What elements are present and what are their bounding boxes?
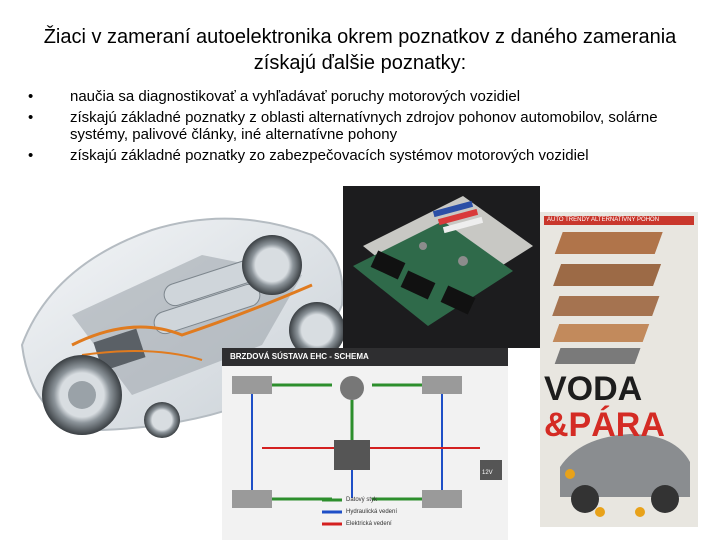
bullet-list [28,88,688,168]
bullet-marker: • [28,109,34,126]
magazine-page-image [540,212,698,527]
magazine-header: AUTO TRENDY ALTERNATÍVNY POHON [544,216,694,225]
bullet-item [28,147,688,164]
bullet-text: naučia sa diagnostikovať a vyhľadávať poruchy motorových vozidiel [70,88,521,105]
bullet-item [28,88,688,105]
bullet-text: získajú základné poznatky zo zabezpečovacích systémov motorových vozidiel [70,147,589,164]
bullet-marker: • [28,147,34,164]
slide-title: Žiaci v zameraní autoelektronika okrem poznatkov z daného zamerania získajú ďalšie poznatky: [43,26,677,74]
ecu-control-unit-image [343,186,540,348]
brake-system-diagram [222,348,508,540]
legend-item: Datový styk [346,497,378,503]
legend-item: Elektrická vedení [346,521,392,527]
battery-label: 12V [482,470,493,476]
magazine-headline: VODA [544,370,643,408]
bullet-text: získajú základné poznatky z oblasti alternatívnych zdrojov pohonov automobilov, solárne systémy, palivové články, iné alternatívne pohony [70,109,658,143]
bullet-marker: • [28,88,34,105]
bullet-item [28,109,688,143]
magazine-headline-2: &PÁRA [544,406,665,444]
diagram-header: BRZDOVÁ SÚSTAVA EHC - SCHEMA [222,348,508,366]
legend-item: Hydraulická vedení [346,509,398,515]
